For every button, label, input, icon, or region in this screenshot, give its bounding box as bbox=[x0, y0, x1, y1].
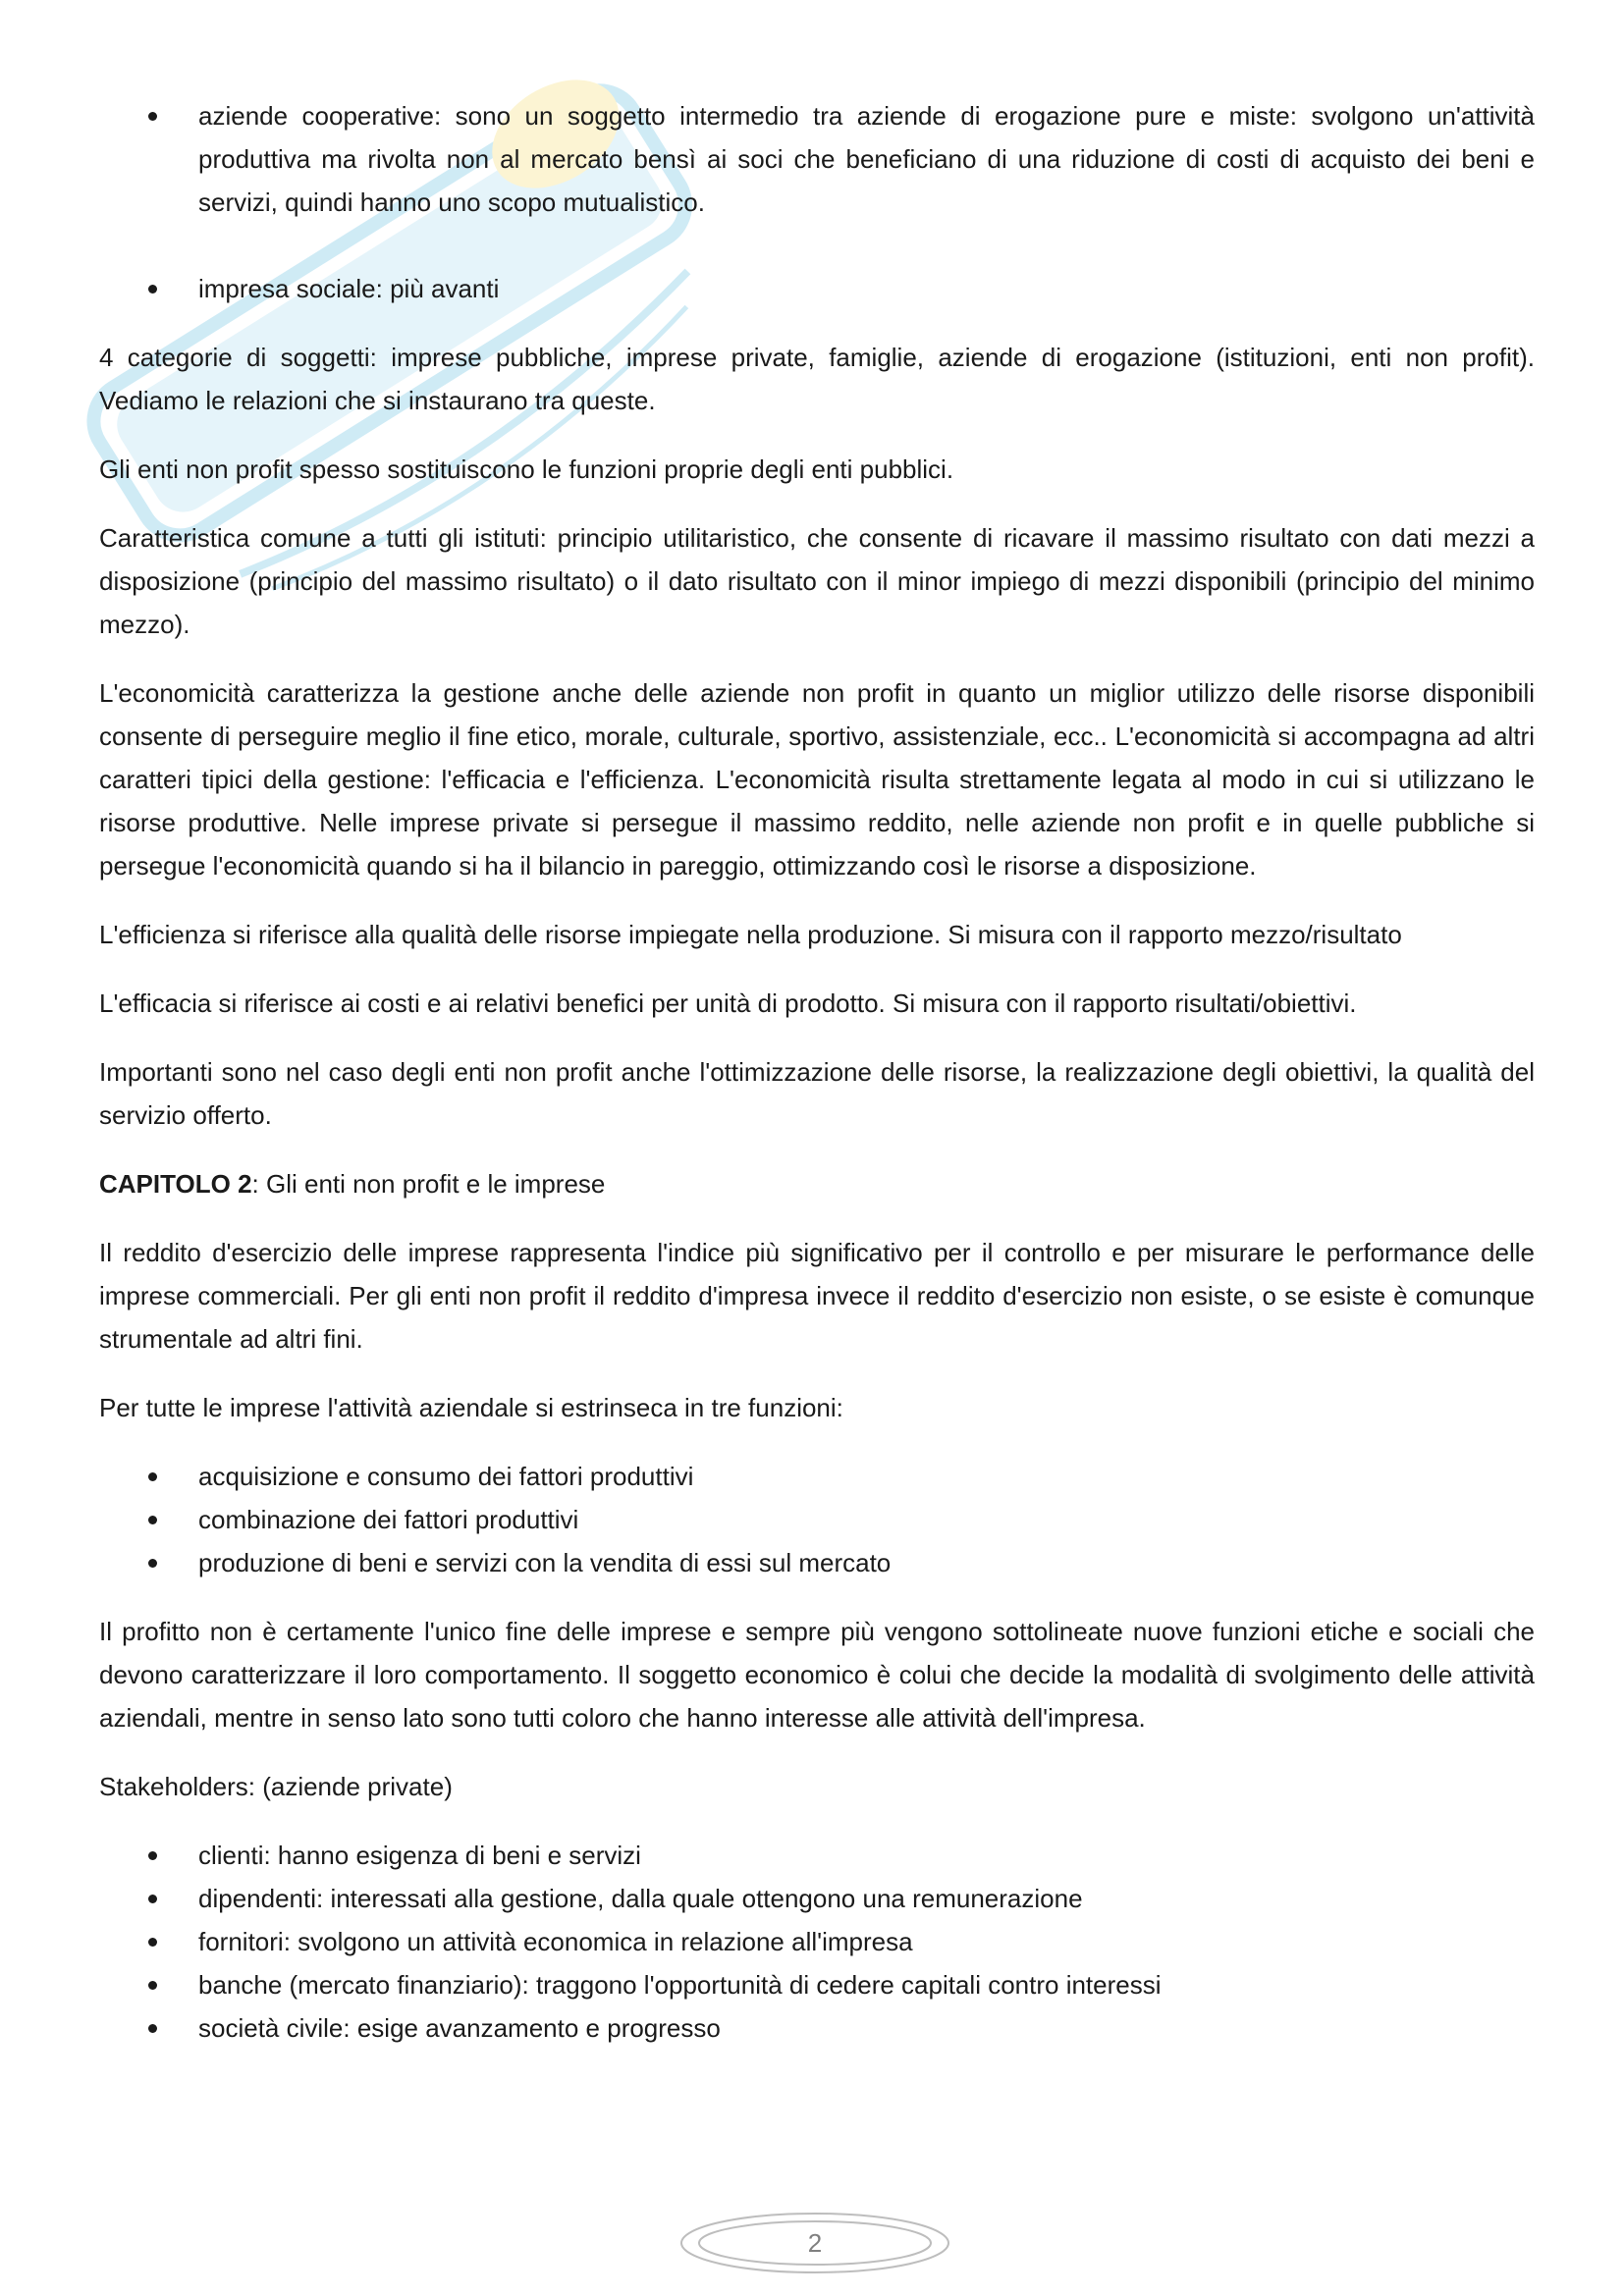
paragraph: 4 categorie di soggetti: imprese pubbliche, imprese private, famiglie, aziende di erogazione (istituzioni, enti non profit). Vediamo le relazioni che si instaurano tra queste. bbox=[99, 343, 1535, 415]
paragraph: L'efficienza si riferisce alla qualità delle risorse impiegate nella produzione. Si misura con il rapporto mezzo/risultato bbox=[99, 920, 1402, 949]
paragraph: Caratteristica comune a tutti gli istituti: principio utilitaristico, che consente di ricavare il massimo risultato con dati mezzi a disposizione (principio del massimo risultato) o il dato risultato con il minor impiego di mezzi disponibili (principio del minimo mezzo). bbox=[99, 523, 1535, 639]
paragraph: Il profitto non è certamente l'unico fine delle imprese e sempre più vengono sottolineate nuove funzioni etiche e sociali che devono caratterizzare il loro comportamento. Il soggetto economico è colui che decide la modalità di svolgimento delle attività aziendali, mentre in senso lato sono tutti coloro che hanno interesse alle attività dell'impresa. bbox=[99, 1617, 1535, 1733]
paragraph: Importanti sono nel caso degli enti non profit anche l'ottimizzazione delle risorse, la realizzazione degli obiettivi, la qualità del servizio offerto. bbox=[99, 1057, 1535, 1130]
cooperative-bullets bbox=[99, 94, 1535, 310]
paragraph: Per tutte le imprese l'attività aziendale si estrinseca in tre funzioni: bbox=[99, 1393, 843, 1422]
paragraph: L'efficacia si riferisce ai costi e ai relativi benefici per unità di prodotto. Si misura con il rapporto risultati/obiettivi. bbox=[99, 988, 1357, 1018]
list-item: combinazione dei fattori produttivi bbox=[99, 1498, 1535, 1541]
list-item: acquisizione e consumo dei fattori produttivi bbox=[99, 1455, 1535, 1498]
paragraph: Gli enti non profit spesso sostituiscono le funzioni proprie degli enti pubblici. bbox=[99, 454, 954, 484]
list-item: clienti: hanno esigenza di beni e servizi bbox=[99, 1834, 1535, 1877]
paragraph: Il reddito d'esercizio delle imprese rappresenta l'indice più significativo per il controllo e per misurare le performance delle imprese commerciali. Per gli enti non profit il reddito d'impresa invece il reddito d'esercizio non esiste, o se esiste è comunque strumentale ad altri fini. bbox=[99, 1238, 1535, 1354]
chapter-label: CAPITOLO 2 bbox=[99, 1169, 252, 1199]
page-number: 2 bbox=[807, 2228, 823, 2258]
list-item: fornitori: svolgono un attività economica in relazione all'impresa bbox=[99, 1920, 1535, 1963]
stakeholders-list bbox=[99, 1834, 1535, 2050]
paragraph: L'economicità caratterizza la gestione anche delle aziende non profit in quanto un miglior utilizzo delle risorse disponibili consente di perseguire meglio il fine etico, morale, culturale, sportivo, assistenziale, ecc.. L'economicità si accompagna ad altri caratteri tipici della gestione: l'efficacia e l'efficienza. L'economicità risulta strettamente legata al modo in cui si utilizzano le risorse produttive. Nelle imprese private si persegue il massimo reddito, nelle aziende non profit e in quelle pubbliche si persegue l'economicità quando si ha il bilancio in pareggio, ottimizzando così le risorse a disposizione. bbox=[99, 678, 1535, 881]
list-item: impresa sociale: più avanti bbox=[99, 267, 1535, 310]
list-item: banche (mercato finanziario): traggono l'opportunità di cedere capitali contro interessi bbox=[99, 1963, 1535, 2006]
paragraph: Stakeholders: (aziende private) bbox=[99, 1772, 453, 1801]
list-item: produzione di beni e servizi con la vendita di essi sul mercato bbox=[99, 1541, 1535, 1584]
list-item: società civile: esige avanzamento e progresso bbox=[99, 2006, 1535, 2050]
chapter-heading bbox=[99, 1162, 1535, 1205]
chapter-title: : Gli enti non profit e le imprese bbox=[251, 1169, 606, 1199]
list-item: aziende cooperative: sono un soggetto intermedio tra aziende di erogazione pure e miste: svolgono un'attività produttiva ma rivolta non al mercato bensì ai soci che beneficiano di una riduzione di costi di acquisto dei beni e servizi, quindi hanno uno scopo mutualistico. bbox=[99, 94, 1535, 224]
page-content bbox=[99, 94, 1535, 2075]
list-item: dipendenti: interessati alla gestione, dalla quale ottengono una remunerazione bbox=[99, 1877, 1535, 1920]
functions-list bbox=[99, 1455, 1535, 1584]
